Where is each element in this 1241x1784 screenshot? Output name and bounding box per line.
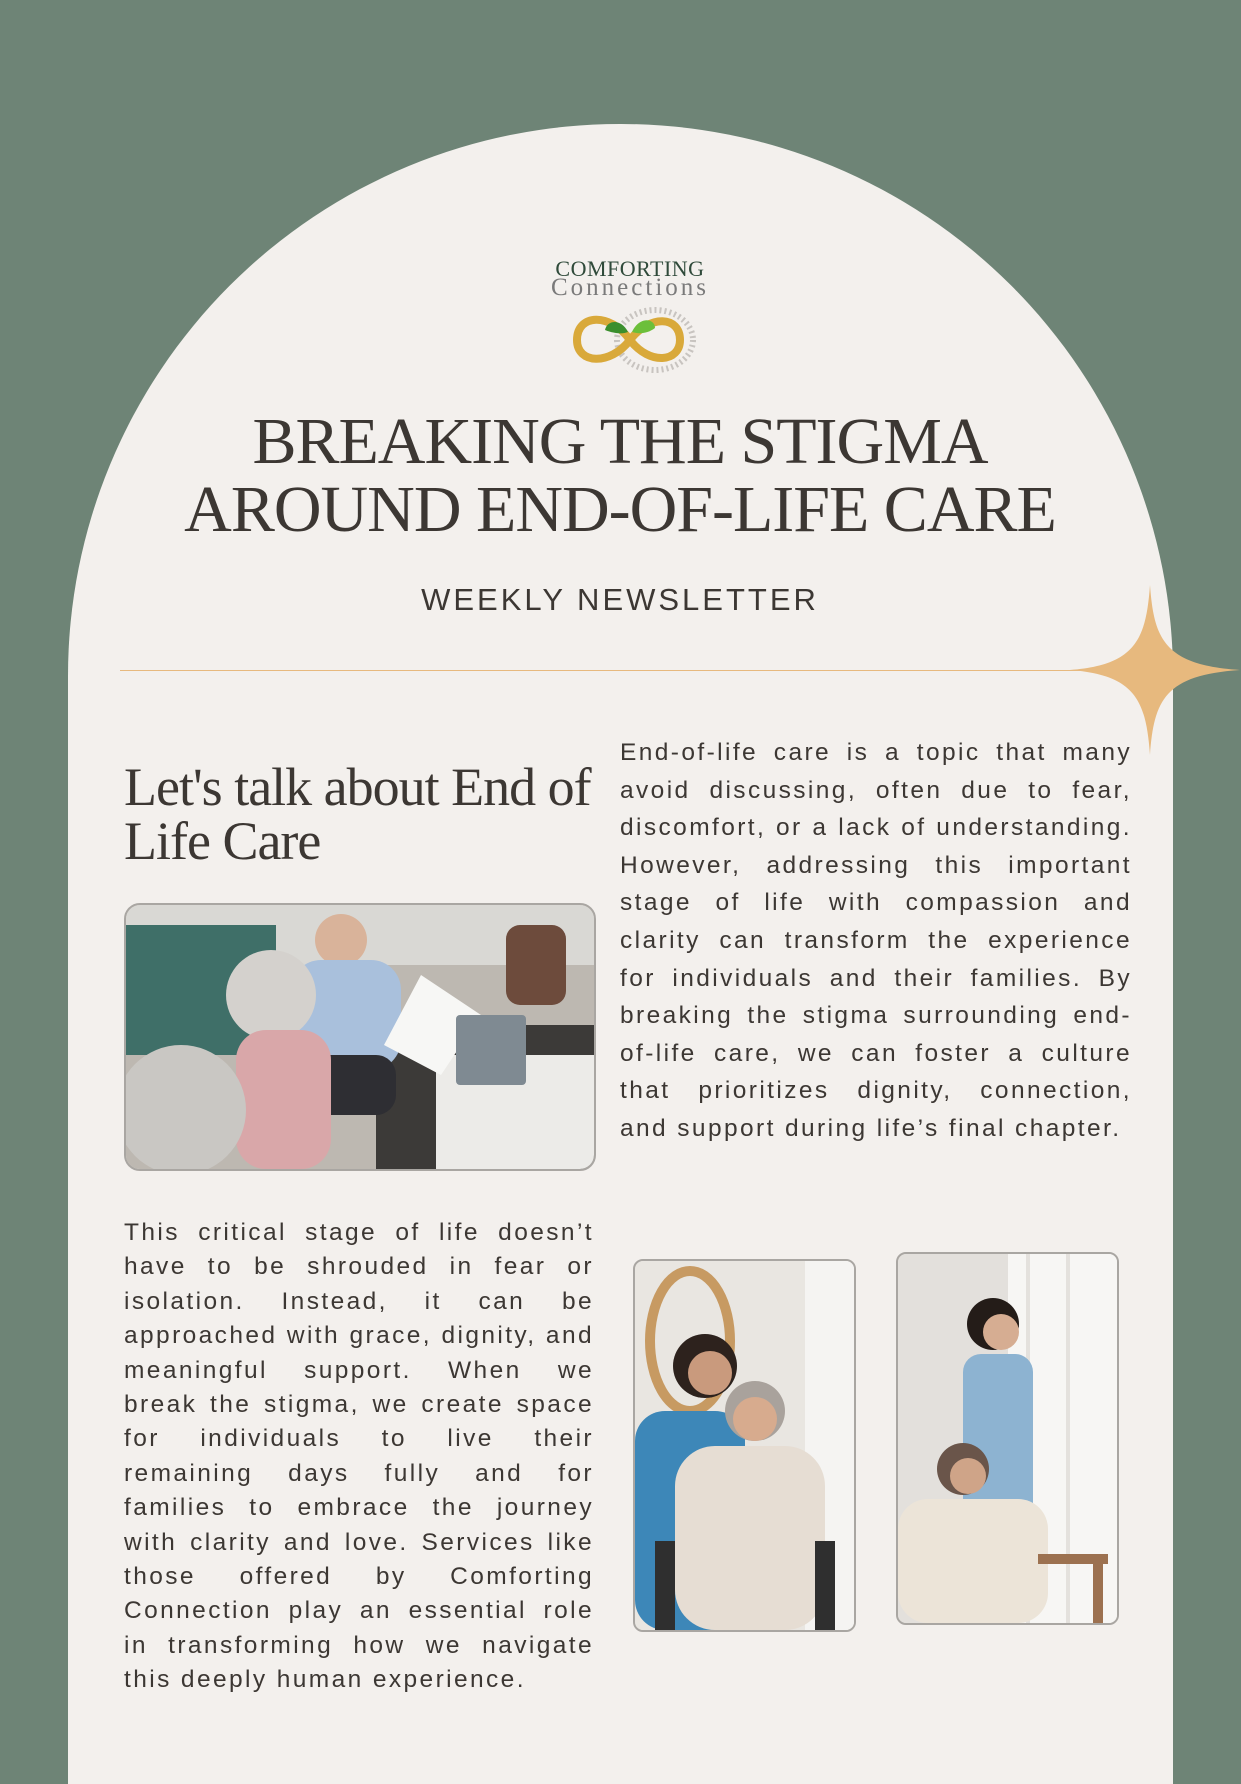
consultation-photo: [124, 903, 596, 1171]
brand-logo: [530, 258, 730, 378]
newsletter-subtitle: WEEKLY NEWSLETTER: [421, 582, 819, 617]
brand-line-2: Connections: [551, 274, 709, 301]
nurse-window-photo: [896, 1252, 1119, 1625]
page-title: BREAKING THE STIGMA AROUND END-OF-LIFE CARE: [184, 405, 1056, 546]
section-heading: Let's talk about End of Life Care: [124, 757, 591, 871]
intro-paragraph: End-of-life care is a topic that many avoid discussing, often due to fear, discomfort, or a lack of understanding. However, addressing this important stage of life with compassion and clarity can transform the experience for individuals and their families. By breaking the stigma surrounding end-of-life care, we can foster a culture that prioritizes dignity, connection, and support during life’s final chapter.: [620, 739, 1132, 1142]
divider-line: [120, 670, 1150, 671]
brand-line-1: COMFORTING: [555, 256, 705, 281]
body-paragraph: This critical stage of life doesn’t have to be shrouded in fear or isolation. Instead, it can be approached with grace, dignity, and meaningful support. When we break the stigma, we create space for individuals to live their remaining days fully and for families to embrace the journey with clarity and love. Services like those offered by Comforting Connection play an essential role in transforming how we navigate this deeply human experience.: [124, 1219, 594, 1694]
caregiver-photo: [633, 1259, 856, 1632]
infinity-logo-icon: [555, 304, 705, 374]
sparkle-icon: [1070, 585, 1240, 755]
